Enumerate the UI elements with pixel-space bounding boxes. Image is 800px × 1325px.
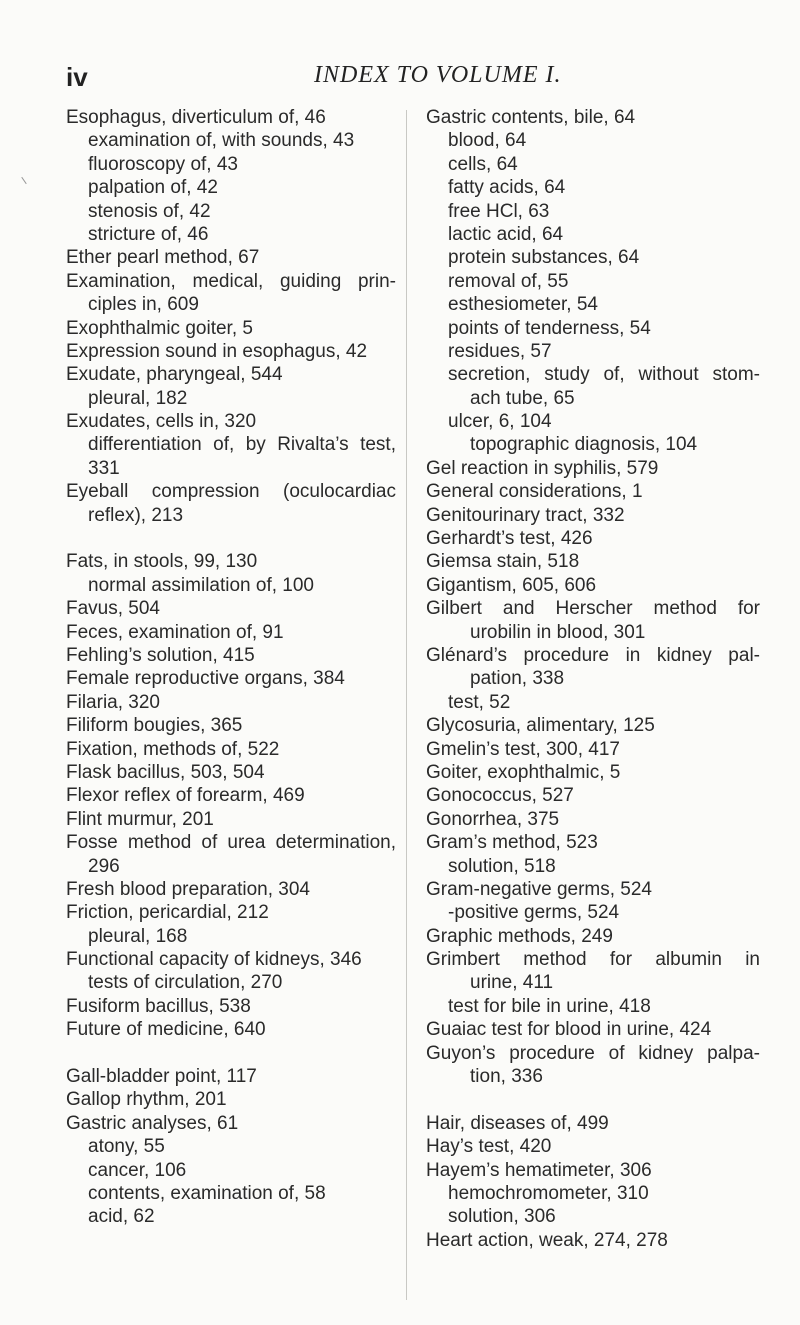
index-entry: Gastric contents, bile, 64	[426, 107, 636, 128]
index-subentry: protein substances, 64	[448, 247, 640, 269]
index-entry: Friction, pericardial, 212	[66, 902, 269, 924]
index-subentry: examination of, with sounds, 43	[88, 130, 355, 152]
index-entry: Gel reaction in syphilis, 579	[426, 457, 659, 479]
index-subentry: ulcer, 6, 104	[448, 411, 552, 433]
index-subentry: hemochromometer, 310	[448, 1182, 649, 1204]
index-entry: Fixation, methods of, 522	[66, 738, 280, 760]
index-entry: Gigantism, 605, 606	[426, 574, 597, 596]
index-entry: Flint murmur, 201	[66, 808, 214, 830]
index-subentry: solution, 306	[448, 1206, 556, 1228]
index-subentry: esthesiometer, 54	[448, 294, 598, 316]
index-subentry: test, 52	[448, 691, 511, 713]
index-subentry: pation, 338	[470, 668, 565, 690]
index-entry: Guaiac test for blood in urine, 424	[426, 1019, 712, 1041]
index-entry: Giemsa stain, 518	[426, 551, 580, 573]
index-entry: Fehling’s solution, 415	[66, 644, 255, 666]
index-entry: Exophthalmic goiter, 5	[66, 317, 253, 339]
index-subentry: pleural, 168	[88, 925, 188, 947]
index-subentry: cancer, 106	[88, 1159, 187, 1181]
index-entry: Gerhardt’s test, 426	[426, 528, 593, 550]
index-entry: Fats, in stools, 99, 130	[66, 551, 258, 573]
index-entry: Goiter, exophthalmic, 5	[426, 761, 621, 783]
index-entry: Gram-negative germs, 524	[426, 878, 652, 900]
index-entry: Examination, medical, guiding prin-	[66, 270, 396, 292]
index-subentry: points of tenderness, 54	[448, 317, 651, 339]
index-entry: Functional capacity of kidneys, 346	[66, 949, 362, 971]
index-entry: Gonococcus, 527	[426, 785, 574, 807]
index-subentry: tests of circulation, 270	[88, 972, 283, 994]
index-subentry: removal of, 55	[448, 270, 569, 292]
section-gap	[66, 1042, 396, 1065]
index-subentry: pleural, 182	[88, 387, 188, 409]
page-number: iv	[66, 62, 88, 92]
index-subentry: ciples in, 609	[88, 294, 199, 316]
index-subentry: atony, 55	[88, 1136, 165, 1158]
index-subentry: secretion, study of, without stom-	[448, 364, 760, 386]
index-entry: Gmelin’s test, 300, 417	[426, 738, 620, 760]
index-subentry: solution, 518	[448, 855, 556, 877]
index-entry: Flexor reflex of forearm, 469	[66, 785, 305, 807]
index-subentry: blood, 64	[448, 130, 527, 152]
index-subentry: -positive germs, 524	[448, 902, 620, 924]
index-entry: Gastric analyses, 61	[66, 1112, 239, 1134]
index-entry: Gallop rhythm, 201	[66, 1089, 227, 1111]
page-header	[0, 62, 800, 92]
index-entry: Eyeball compression (oculocardiac	[66, 481, 396, 503]
index-column-right	[426, 106, 760, 1252]
index-entry: Glycosuria, alimentary, 125	[426, 715, 655, 737]
index-subentry: stenosis of, 42	[88, 200, 211, 222]
column-divider	[406, 110, 407, 1300]
index-subentry: topographic diagnosis, 104	[470, 434, 698, 456]
index-entry: Genitourinary tract, 332	[426, 504, 625, 526]
index-entry: Filaria, 320	[66, 691, 160, 713]
index-entry: Heart action, weak, 274, 278	[426, 1229, 668, 1251]
index-subentry: lactic acid, 64	[448, 223, 564, 245]
index-subentry: test for bile in urine, 418	[448, 995, 651, 1017]
index-entry: Graphic methods, 249	[426, 925, 613, 947]
index-entry: Gonorrhea, 375	[426, 808, 560, 830]
index-subentry: fluoroscopy of, 43	[88, 153, 238, 175]
section-gap	[426, 1088, 760, 1111]
index-entry: Flask bacillus, 503, 504	[66, 761, 265, 783]
index-subentry: tion, 336	[470, 1066, 543, 1088]
index-entry: Filiform bougies, 365	[66, 715, 243, 737]
index-subentry: ach tube, 65	[470, 387, 575, 409]
index-entry: Gall-bladder point, 117	[66, 1066, 257, 1088]
index-entry: Hay’s test, 420	[426, 1136, 552, 1158]
index-subentry: free HCl, 63	[448, 200, 550, 222]
index-entry: Hayem’s hematimeter, 306	[426, 1159, 652, 1181]
index-entry: Feces, examination of, 91	[66, 621, 284, 643]
index-subentry: stricture of, 46	[88, 223, 209, 245]
index-entry: Favus, 504	[66, 598, 160, 620]
index-entry: Fusiform bacillus, 538	[66, 995, 251, 1017]
index-entry: Guyon’s procedure of kidney palpa-	[426, 1042, 760, 1064]
index-subentry: palpation of, 42	[88, 177, 218, 199]
index-entry: Future of medicine, 640	[66, 1019, 266, 1041]
index-entry: Fresh blood preparation, 304	[66, 878, 310, 900]
index-entry: Exudate, pharyngeal, 544	[66, 364, 283, 386]
index-entry: Fosse method of urea determination,	[66, 832, 396, 854]
index-entry: Female reproductive organs, 384	[66, 668, 345, 690]
index-subentry: 296	[88, 855, 120, 877]
running-title: INDEX TO VOLUME I.	[314, 62, 562, 88]
index-entry: Hair, diseases of, 499	[426, 1112, 609, 1134]
index-entry: Glénard’s procedure in kidney pal-	[426, 644, 760, 666]
index-subentry: contents, examination of, 58	[88, 1182, 326, 1204]
section-gap	[66, 527, 396, 550]
index-entry: General considerations, 1	[426, 481, 643, 503]
index-subentry: acid, 62	[88, 1206, 155, 1228]
index-entry: Ether pearl method, 67	[66, 247, 260, 269]
index-subentry: 331	[88, 457, 120, 479]
index-subentry: residues, 57	[448, 340, 552, 362]
scan-speck	[21, 177, 26, 184]
index-subentry: urine, 411	[470, 972, 554, 994]
index-entry: Grimbert method for albumin in	[426, 949, 760, 971]
index-entry: Esophagus, diverticulum of, 46	[66, 107, 326, 128]
index-subentry: differentiation of, by Rivalta’s test,	[88, 434, 396, 456]
index-entry: Expression sound in esophagus, 42	[66, 340, 368, 362]
index-subentry: normal assimilation of, 100	[88, 574, 314, 596]
index-subentry: cells, 64	[448, 153, 518, 175]
index-entry: Gilbert and Herscher method for	[426, 598, 760, 620]
index-subentry: reflex), 213	[88, 504, 184, 526]
index-entry: Gram’s method, 523	[426, 832, 598, 854]
index-column-left	[66, 106, 396, 1229]
index-subentry: urobilin in blood, 301	[470, 621, 646, 643]
index-entry: Exudates, cells in, 320	[66, 411, 257, 433]
index-subentry: fatty acids, 64	[448, 177, 566, 199]
